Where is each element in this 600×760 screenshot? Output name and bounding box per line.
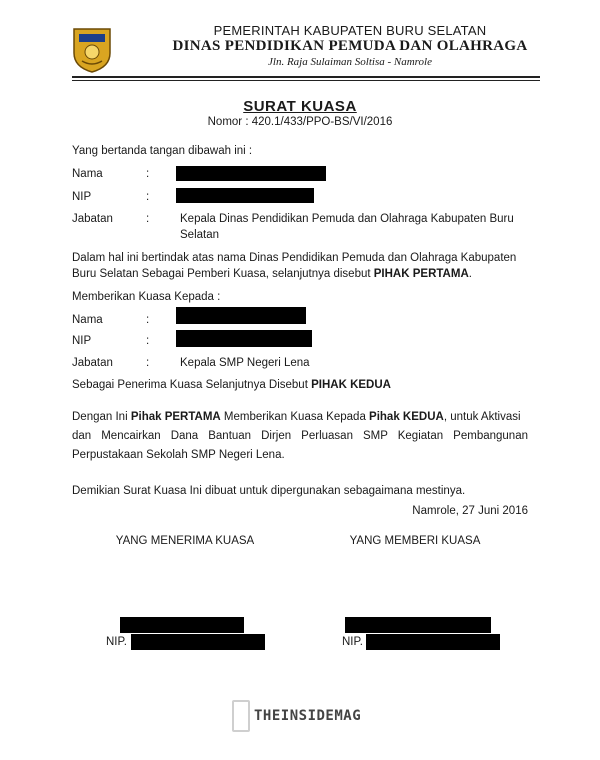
receiver-name-redaction — [120, 617, 244, 633]
acting-para-period: . — [468, 268, 472, 280]
watermark-phone-icon — [232, 700, 250, 732]
place-date: Namrole, 27 Juni 2016 — [412, 505, 528, 517]
grantor-nip-prefix: NIP. — [342, 636, 363, 648]
party2-jabatan-colon: : — [146, 357, 150, 369]
party1-nip-label: NIP — [72, 191, 92, 203]
body-pihak-pertama: Pihak PERTAMA — [130, 411, 221, 423]
letter-title: SURAT KUASA — [243, 98, 357, 115]
party1-jabatan-value-line1: Kepala Dinas Pendidikan Pemuda dan Olahraga Kabupaten Buru — [180, 213, 514, 225]
letter-number: Nomor : 420.1/433/PPO-BS/VI/2016 — [207, 116, 393, 128]
watermark-text: THEINSIDEMAG — [254, 708, 362, 724]
body-line1-a: Dengan Ini — [72, 411, 131, 423]
closing-text: Demikian Surat Kuasa Ini dibuat untuk dipergunakan sebagaimana mestinya. — [72, 485, 466, 497]
grantor-nip-redaction — [366, 634, 500, 650]
party2-nama-colon: : — [146, 314, 150, 326]
party2-jabatan-value: Kepala SMP Negeri Lena — [180, 357, 310, 369]
party2-nip-colon: : — [146, 335, 150, 347]
body-line3: Perpustakaan Sekolah SMP Negeri Lena. — [72, 449, 285, 461]
body-line1-e: , untuk Aktivasi — [443, 411, 521, 423]
grantor-signature-title: YANG MEMBERI KUASA — [349, 535, 481, 547]
body-line1 — [72, 409, 528, 425]
regency-coat-of-arms-logo — [70, 25, 114, 73]
acting-para-line2 — [72, 266, 528, 282]
party2-nip-label: NIP — [72, 335, 92, 347]
receiver-signature-title: YANG MENERIMA KUASA — [115, 535, 255, 547]
grant-intro-text: Memberikan Kuasa Kepada : — [72, 291, 221, 303]
party2-nama-redaction — [176, 307, 306, 324]
party1-nip-colon: : — [146, 191, 150, 203]
body-line2: dan Mencairkan Dana Bantuan Dirjen Perluasan SMP Kegiatan Pembangunan — [72, 430, 528, 442]
grantor-name-redaction — [345, 617, 491, 633]
party1-jabatan-colon: : — [146, 213, 150, 225]
body-line1-c: Memberikan Kuasa Kepada — [220, 411, 370, 423]
receiver-nip-prefix: NIP. — [106, 636, 127, 648]
party1-nama-redaction — [176, 166, 326, 181]
receiver-text — [72, 377, 391, 393]
receiver-nip-redaction — [131, 634, 265, 650]
acting-para-line1: Dalam hal ini bertindak atas nama Dinas Pendidikan Pemuda dan Olahraga Kabupaten — [72, 252, 517, 264]
pihak-kedua-label: PIHAK KEDUA — [311, 379, 391, 391]
party1-nama-colon: : — [146, 168, 150, 180]
party2-nama-label: Nama — [72, 314, 103, 326]
letterhead-rule-thick — [72, 76, 540, 78]
party2-jabatan-label: Jabatan — [72, 357, 113, 369]
party1-nip-redaction — [176, 188, 314, 203]
letterhead-agency: DINAS PENDIDIKAN PEMUDA DAN OLAHRAGA — [172, 38, 528, 54]
party1-jabatan-value-line2: Selatan — [180, 229, 220, 241]
body-pihak-kedua: Pihak KEDUA — [369, 411, 444, 423]
letterhead-address: Jln. Raja Sulaiman Soltisa - Namrole — [268, 56, 432, 68]
party2-nip-redaction — [176, 330, 312, 347]
party1-nama-label: Nama — [72, 168, 103, 180]
letterhead-government: PEMERINTAH KABUPATEN BURU SELATAN — [213, 23, 487, 38]
acting-para-text: Buru Selatan Sebagai Pemberi Kuasa, selanjutnya disebut — [72, 268, 374, 280]
party1-jabatan-label: Jabatan — [72, 213, 113, 225]
receiver-plain: Sebagai Penerima Kuasa Selanjutnya Disebut — [72, 379, 312, 391]
letterhead-rule-thin — [72, 80, 540, 81]
pihak-pertama-label: PIHAK PERTAMA — [373, 268, 469, 280]
intro-text: Yang bertanda tangan dibawah ini : — [72, 145, 253, 157]
